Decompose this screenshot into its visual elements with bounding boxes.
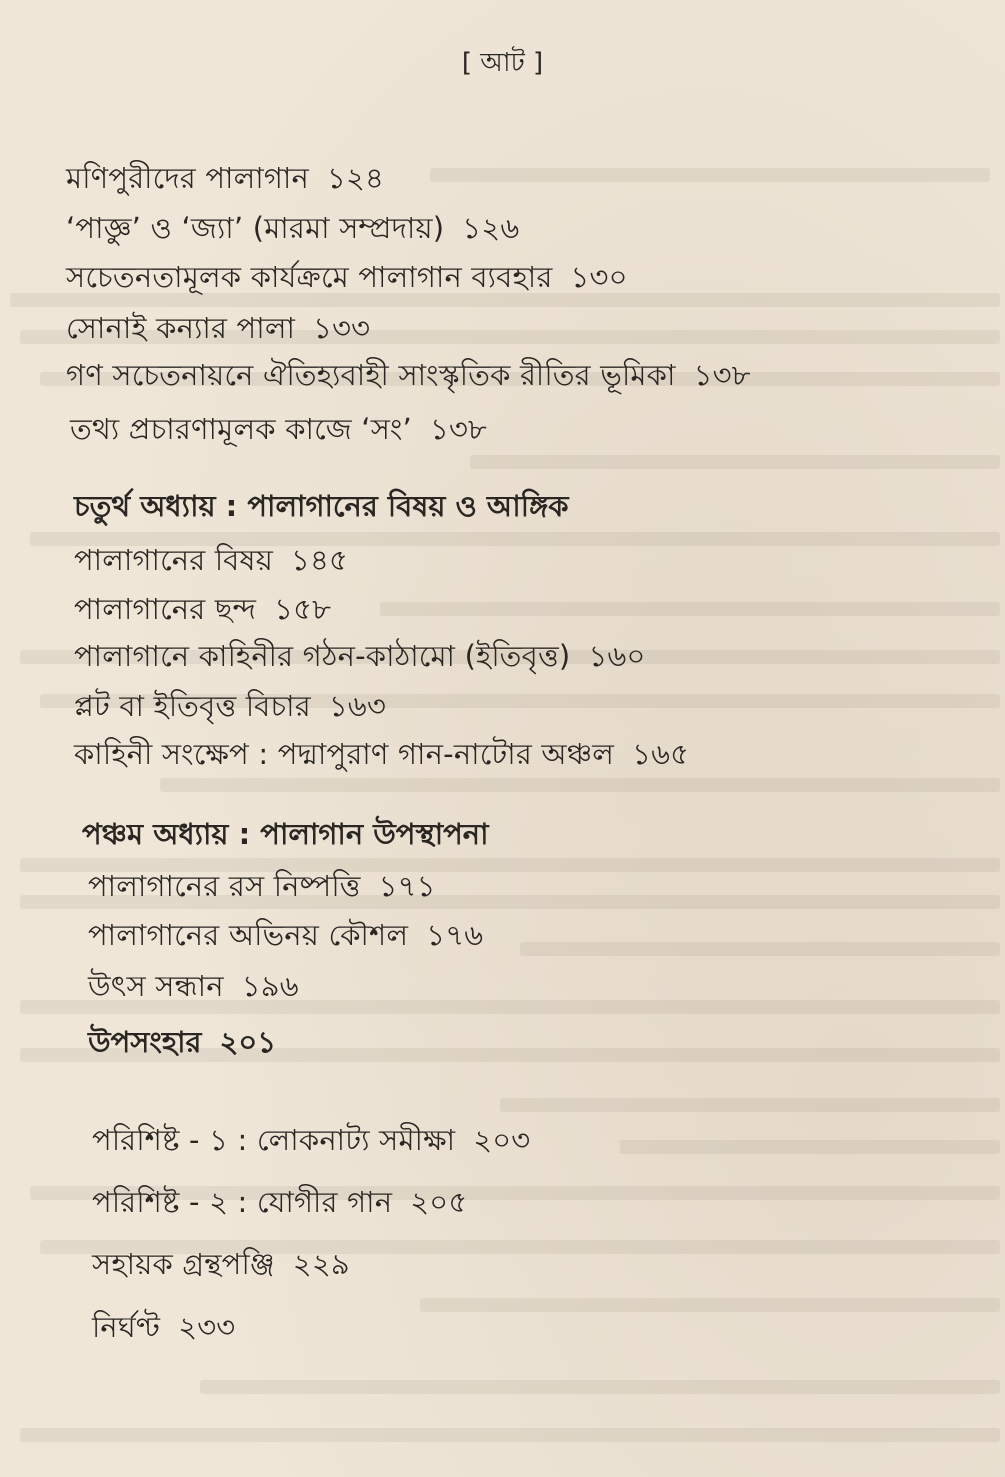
toc-entry-page: ১৩৮ bbox=[429, 412, 488, 446]
toc-entry-page: ১৬০ bbox=[588, 639, 646, 673]
toc-entry-title: মণিপুরীদের পালাগান bbox=[66, 161, 309, 195]
toc-entry-title: উৎস সন্ধান bbox=[88, 969, 224, 1003]
toc-entry bbox=[92, 1118, 530, 1167]
toc-entry-title: পরিশিষ্ট - ২ : যোগীর গান bbox=[92, 1185, 393, 1219]
toc-entry-title: পরিশিষ্ট - ১ : লোকনাট্য সমীক্ষা bbox=[92, 1123, 456, 1157]
toc-entry-page: ১৩০ bbox=[570, 260, 628, 294]
toc-entry-page: ১৬৩ bbox=[328, 689, 387, 723]
toc-entry-page: ২০৫ bbox=[410, 1185, 468, 1219]
toc-entry bbox=[66, 255, 628, 304]
toc-entry bbox=[88, 864, 436, 913]
toc-entry bbox=[74, 732, 689, 781]
chapter-heading: পঞ্চম অধ্যায় : পালাগান উপস্থাপনা bbox=[82, 817, 489, 851]
toc-entry-page: ১৫৮ bbox=[274, 592, 332, 626]
toc-entry bbox=[92, 1242, 350, 1291]
toc-entry-title: তথ্য প্রচারণামূলক কাজে ‘সং’ bbox=[70, 412, 412, 446]
toc-entry bbox=[74, 587, 331, 636]
toc-entry-page: ১৭৬ bbox=[426, 918, 484, 952]
page-number-header: [ আট ] bbox=[461, 48, 544, 78]
toc-entry-page: ২৩৩ bbox=[178, 1310, 236, 1344]
toc-entry-page: ১২৪ bbox=[326, 161, 385, 195]
toc-entry-page: ১৩৩ bbox=[313, 311, 371, 345]
chapter-heading: চতুর্থ অধ্যায় : পালাগানের বিষয় ও আঙ্গিক bbox=[74, 489, 569, 523]
toc-entry bbox=[88, 913, 483, 962]
toc-entry-page: ১৬৫ bbox=[632, 737, 690, 771]
toc-entry-title: গণ সচেতনায়নে ঐতিহ্যবাহী সাংস্কৃতিক রীতির ভূমিকা bbox=[66, 358, 676, 392]
toc-entry bbox=[74, 634, 646, 683]
toc-entry bbox=[70, 407, 487, 456]
toc-entry-title: ‘পাজ্ঞু’ ও ‘জ্যা’ (মারমা সম্প্রদায়) bbox=[66, 211, 445, 245]
toc-entry-title: পালাগানের অভিনয় কৌশল bbox=[88, 918, 409, 952]
toc-entry-page: ২০৩ bbox=[473, 1123, 531, 1157]
toc-entry-title: পালাগানের বিষয় bbox=[74, 543, 273, 577]
toc-entry bbox=[66, 156, 384, 205]
toc-entry-title: সোনাই কন্যার পালা bbox=[66, 311, 296, 345]
toc-entry bbox=[66, 206, 519, 255]
toc-entry bbox=[66, 353, 751, 402]
conclusion-page: ২০১ bbox=[219, 1025, 277, 1059]
toc-entry bbox=[74, 538, 348, 587]
toc-entry bbox=[66, 306, 370, 355]
toc-entry-page: ২২৯ bbox=[292, 1247, 350, 1281]
toc-entry-title: কাহিনী সংক্ষেপ : পদ্মাপুরাণ গান-নাটোর অঞ্চল bbox=[74, 737, 615, 771]
toc-entry-title: সহায়ক গ্রন্থপঞ্জি bbox=[92, 1247, 275, 1281]
toc-entry-title: পালাগানের ছন্দ bbox=[74, 592, 257, 626]
conclusion-title: উপসংহার bbox=[88, 1025, 202, 1059]
conclusion-entry bbox=[88, 1020, 276, 1069]
toc-entry-page: ১২৬ bbox=[462, 211, 520, 245]
toc-entry-title: নির্ঘণ্ট bbox=[92, 1310, 161, 1344]
toc-entry-title: পালাগানের রস নিষ্পত্তি bbox=[88, 869, 361, 903]
toc-entry-title: সচেতনতামূলক কার্যক্রমে পালাগান ব্যবহার bbox=[66, 260, 553, 294]
toc-entry bbox=[88, 964, 299, 1013]
toc-entry-page: ১৪৫ bbox=[290, 543, 349, 577]
toc-entry bbox=[74, 684, 386, 733]
toc-entry bbox=[92, 1305, 235, 1354]
toc-entry-title: পালাগানে কাহিনীর গঠন-কাঠামো (ইতিবৃত্ত) bbox=[74, 639, 571, 673]
toc-entry-page: ১৩৮ bbox=[693, 358, 751, 392]
toc-entry-title: প্লট বা ইতিবৃত্ত বিচার bbox=[74, 689, 311, 723]
toc-entry-page: ১৭১ bbox=[378, 869, 436, 903]
toc-entry bbox=[92, 1180, 467, 1229]
toc-entry-page: ১৯৬ bbox=[241, 969, 299, 1003]
